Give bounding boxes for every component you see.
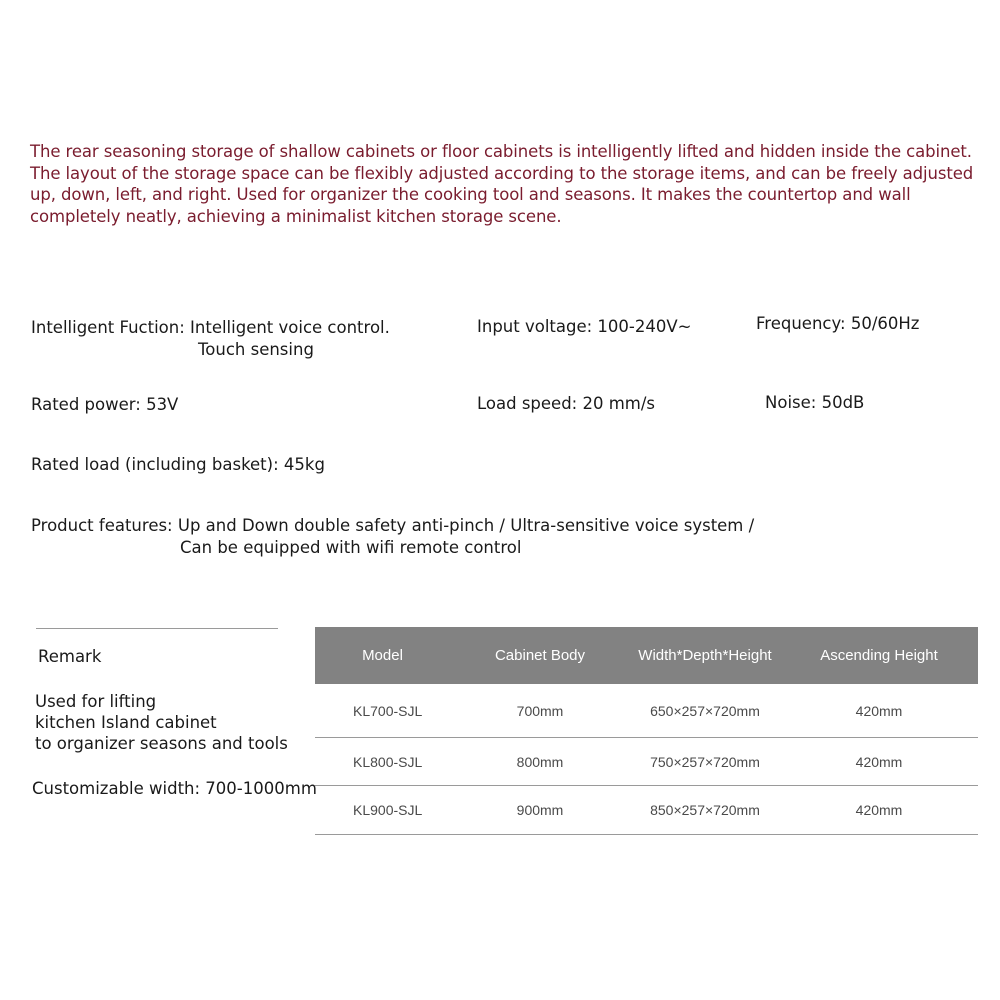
remark-usage-line: kitchen Island cabinet	[35, 713, 217, 732]
cell-model: KL900-SJL	[315, 786, 450, 835]
cell-cabinet-body: 800mm	[450, 738, 630, 786]
cell-ascending-height: 420mm	[780, 786, 978, 835]
remark-title: Remark	[38, 647, 102, 666]
table-row	[315, 786, 978, 835]
cell-ascending-height: 420mm	[780, 684, 978, 738]
model-spec-table	[315, 627, 978, 835]
cell-model: KL700-SJL	[315, 684, 450, 738]
table-row	[315, 738, 978, 786]
cell-cabinet-body: 700mm	[450, 684, 630, 738]
cell-model: KL800-SJL	[315, 738, 450, 786]
remark-divider	[36, 628, 278, 629]
spec-rated-power: Rated power: 53V	[31, 395, 179, 414]
remark-usage-line: Used for lifting	[35, 692, 157, 711]
header-cabinet-body: Cabinet Body	[450, 627, 630, 684]
cell-cabinet-body: 900mm	[450, 786, 630, 835]
spec-rated-load: Rated load (including basket): 45kg	[31, 455, 325, 474]
spec-input-voltage: Input voltage: 100-240V~	[477, 317, 692, 336]
spec-noise: Noise: 50dB	[765, 393, 865, 412]
intro-line: The layout of the storage space can be flexibly adjusted according to the storage items, and can be freely adjusted	[30, 163, 974, 183]
intro-line: up, down, left, and right. Used for organizer the cooking tool and seasons. It makes the countertop and wall	[30, 185, 911, 204]
table-row	[315, 684, 978, 738]
spec-features-line: Can be equipped with wifi remote control	[180, 538, 522, 557]
cell-ascending-height: 420mm	[780, 738, 978, 786]
header-ascending-height: Ascending Height	[780, 627, 978, 684]
spec-intelligent-function	[31, 317, 390, 361]
cell-dimensions: 650×257×720mm	[630, 684, 780, 738]
cell-dimensions: 750×257×720mm	[630, 738, 780, 786]
header-dimensions: Width*Depth*Height	[630, 627, 780, 684]
spec-features-line: Product features: Up and Down double safety anti-pinch / Ultra-sensitive voice system /	[31, 516, 755, 535]
table-header-row	[315, 627, 978, 684]
intro-line: completely neatly, achieving a minimalist kitchen storage scene.	[30, 206, 562, 226]
spec-function-line: Intelligent Fuction: Intelligent voice control.	[31, 318, 390, 337]
spec-product-features	[31, 515, 754, 559]
intro-line: The rear seasoning storage of shallow cabinets or floor cabinets is intelligently lifted and hidden inside the cabinet.	[30, 142, 972, 161]
spec-function-line: Touch sensing	[198, 340, 314, 359]
spec-frequency: Frequency: 50/60Hz	[756, 314, 920, 333]
spec-load-speed: Load speed: 20 mm/s	[477, 394, 656, 413]
cell-dimensions: 850×257×720mm	[630, 786, 780, 835]
remark-custom-width: Customizable width: 700-1000mm	[32, 779, 317, 798]
intro-paragraph	[30, 141, 995, 227]
remark-usage-line: to organizer seasons and tools	[35, 734, 288, 753]
header-model: Model	[315, 627, 450, 684]
remark-usage	[35, 691, 288, 754]
